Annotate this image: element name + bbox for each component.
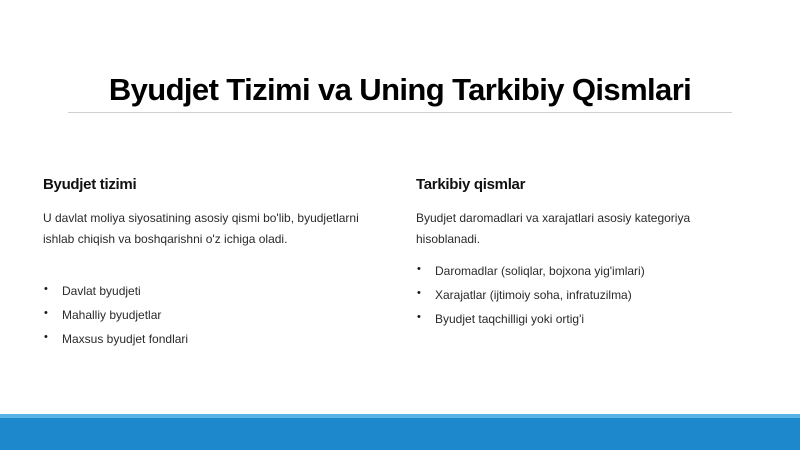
list-item-label: Davlat byudjeti [62, 284, 141, 298]
slide-title: Byudjet Tizimi va Uning Tarkibiy Qismlari [108, 72, 692, 107]
bullet-icon: • [44, 283, 48, 295]
left-heading: Byudjet tizimi [43, 176, 137, 193]
list-item [43, 327, 373, 351]
right-column [416, 174, 746, 331]
footer-band-highlight [0, 414, 800, 418]
list-item [43, 303, 373, 327]
bullet-icon: • [417, 287, 421, 299]
bullet-icon: • [44, 307, 48, 319]
list-item [416, 259, 746, 283]
list-item-label: Daromadlar (soliqlar, bojxona yig'imlari) [435, 264, 645, 278]
left-bullet-list [43, 279, 373, 351]
list-item [416, 307, 746, 331]
right-heading: Tarkibiy qismlar [416, 176, 526, 193]
list-item-label: Mahalliy byudjetlar [62, 308, 162, 322]
right-description: Byudjet daromadlari va xarajatlari asosiy kategoriya hisoblanadi. [416, 211, 691, 246]
footer-accent-band [0, 414, 800, 450]
bullet-icon: • [44, 331, 48, 343]
left-column [43, 174, 373, 351]
bullet-icon: • [417, 311, 421, 323]
title-divider [68, 112, 732, 113]
bullet-icon: • [417, 263, 421, 275]
list-item [43, 279, 373, 303]
list-item [416, 283, 746, 307]
list-item-label: Byudjet taqchilligi yoki ortig'i [435, 312, 585, 326]
left-description: U davlat moliya siyosatining asosiy qismi bo'lib, byudjetlarni ishlab chiqish va boshqarishni o'z ichiga oladi. [43, 211, 359, 246]
right-bullet-list [416, 259, 746, 331]
list-item-label: Maxsus byudjet fondlari [62, 332, 189, 346]
list-item-label: Xarajatlar (ijtimoiy soha, infratuzilma) [435, 288, 632, 302]
